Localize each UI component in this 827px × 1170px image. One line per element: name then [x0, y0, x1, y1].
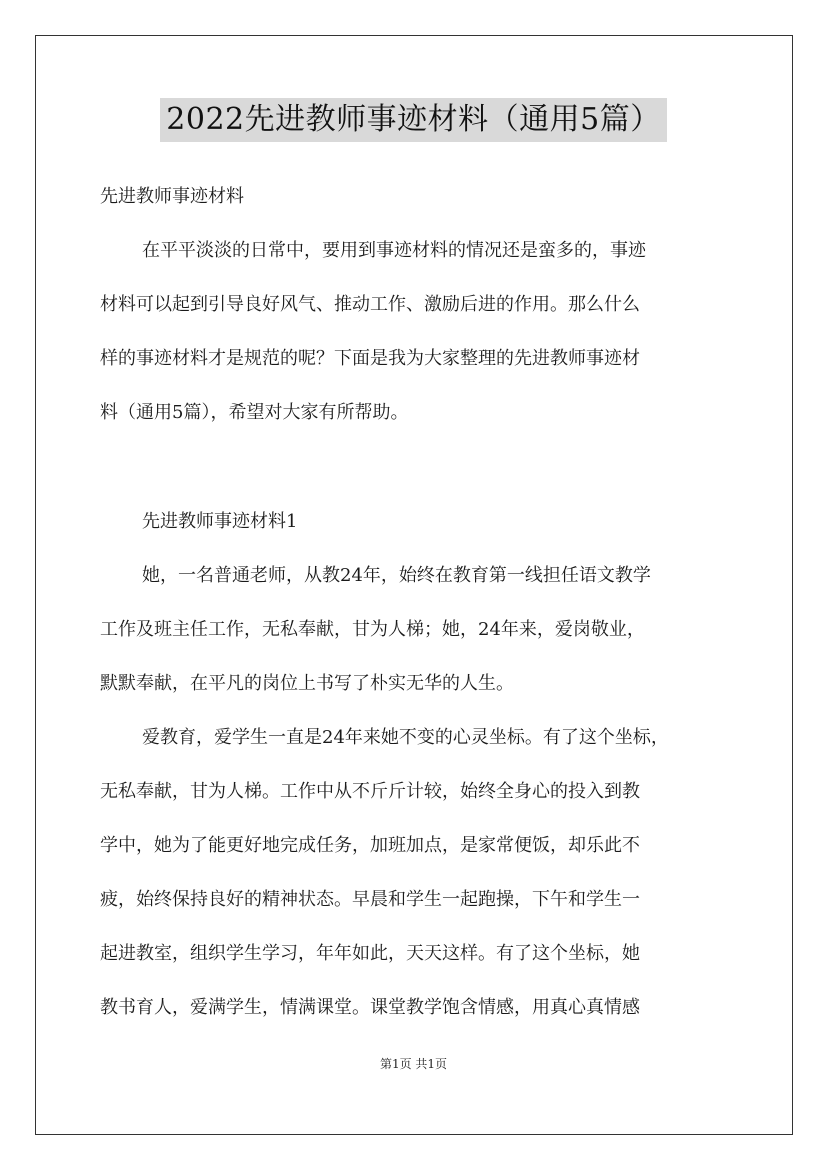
intro-line-1: 在平平淡淡的日常中，要用到事迹材料的情况还是蛮多的，事迹 [142, 240, 646, 261]
para1-line-1: 她，一名普通老师，从教24年，始终在教育第一线担任语文教学 [142, 565, 651, 586]
title-wrap [0, 98, 827, 142]
para2-line-6: 教书育人，爱满学生，情满课堂。课堂教学饱含情感，用真心真情感 [100, 997, 640, 1018]
para1-line-3: 默默奉献，在平凡的岗位上书写了朴实无华的人生。 [100, 673, 514, 694]
intro-line-2: 材料可以起到引导良好风气、推动工作、激励后进的作用。那么什么 [100, 294, 640, 315]
para2-line-2: 无私奉献，甘为人梯。工作中从不斤斤计较，始终全身心的投入到教 [100, 781, 640, 802]
para2-line-5: 起进教室，组织学生学习，年年如此，天天这样。有了这个坐标，她 [100, 943, 640, 964]
para1-line-2: 工作及班主任工作，无私奉献，甘为人梯；她，24年来，爱岗敬业， [100, 619, 645, 640]
para2-line-4: 疲，始终保持良好的精神状态。早晨和学生一起跑操，下午和学生一 [100, 889, 640, 910]
para2-line-1: 爱教育，爱学生一直是24年来她不变的心灵坐标。有了这个坐标， [142, 727, 669, 748]
section-heading: 先进教师事迹材料1 [142, 511, 298, 532]
para2-line-3: 学中，她为了能更好地完成任务，加班加点，是家常便饭，却乐此不 [100, 835, 640, 856]
document-title: 2022先进教师事迹材料（通用5篇） [160, 98, 666, 142]
document-subtitle: 先进教师事迹材料 [100, 186, 244, 207]
page-footer: 第1页 共1页 [379, 1057, 448, 1071]
intro-line-4: 料（通用5篇），希望对大家有所帮助。 [100, 402, 409, 423]
intro-line-3: 样的事迹材料才是规范的呢？下面是我为大家整理的先进教师事迹材 [100, 348, 640, 369]
